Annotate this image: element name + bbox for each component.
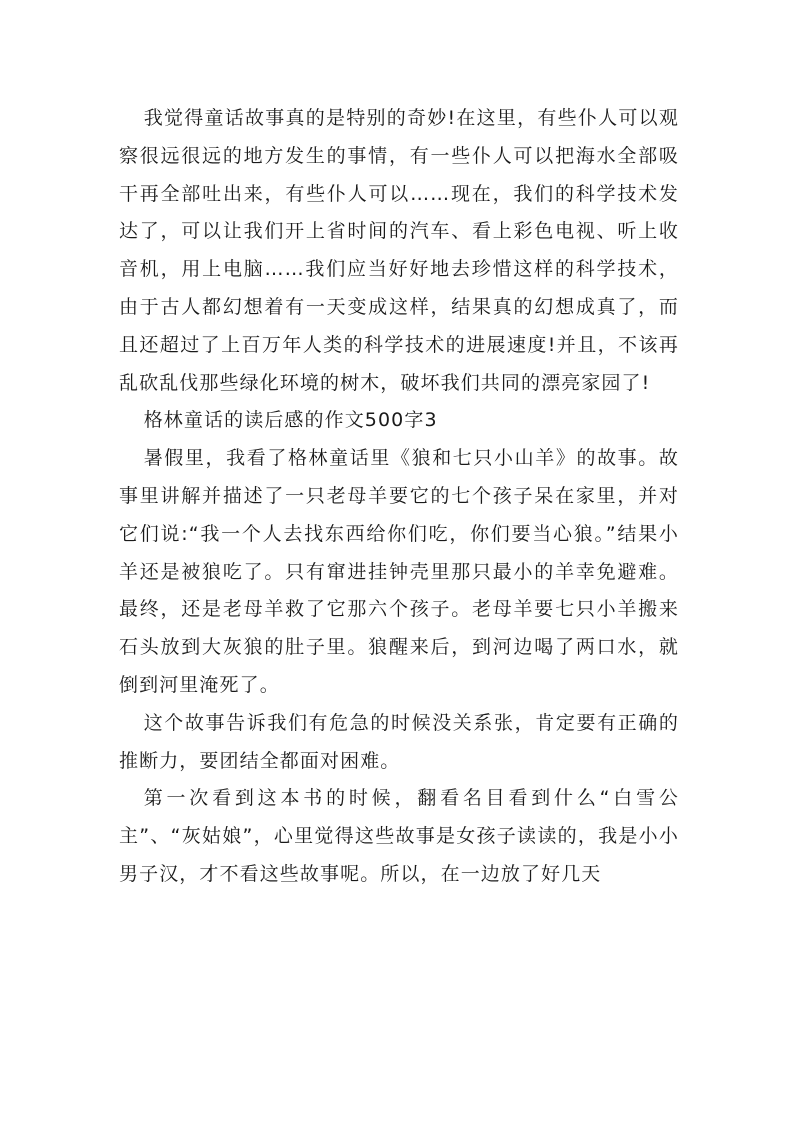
document-body [119,100,679,894]
paragraph-4: 第一次看到这本书的时候，翻看名目看到什么“白雪公主”、“灰姑娘”，心里觉得这些故事是女孩子读读的，我是小小男子汉，才不看这些故事呢。所以，在一边放了好几天 [119,787,679,885]
paragraph-1: 我觉得童话故事真的是特别的奇妙!在这里，有些仆人可以观察很远很远的地方发生的事情，有一些仆人可以把海水全部吸干再全部吐出来，有些仆人可以……现在，我们的科学技术发达了，可以让我们开上省时间的汽车、看上彩色电视、听上收音机，用上电脑……我们应当好好地去珍惜这样的科学技术，由于古人都幻想着有一天变成这样，结果真的幻想成真了，而且还超过了上百万年人类的科学技术的进展速度!并且，不该再乱砍乱伐那些绿化环境的树木，破坏我们共同的漂亮家园了! [119,107,679,394]
paragraph-2: 暑假里，我看了格林童话里《狼和七只小山羊》的故事。故事里讲解并描述了一只老母羊要它的七个孩子呆在家里，并对它们说:“我一个人去找东西给你们吃，你们要当心狼。”结果小羊还是被狼吃了。只有窜进挂钟壳里那只最小的羊幸免避难。最终，还是老母羊救了它那六个孩子。老母羊要七只小羊搬来石头放到大灰狼的肚子里。狼醒来后，到河边喝了两口水，就倒到河里淹死了。 [119,447,679,696]
section-heading: 格林童话的读后感的作文500字3 [143,409,438,432]
paragraph-3: 这个故事告诉我们有危急的时候没关系张，肯定要有正确的推断力，要团结全都面对困难。 [119,711,679,772]
